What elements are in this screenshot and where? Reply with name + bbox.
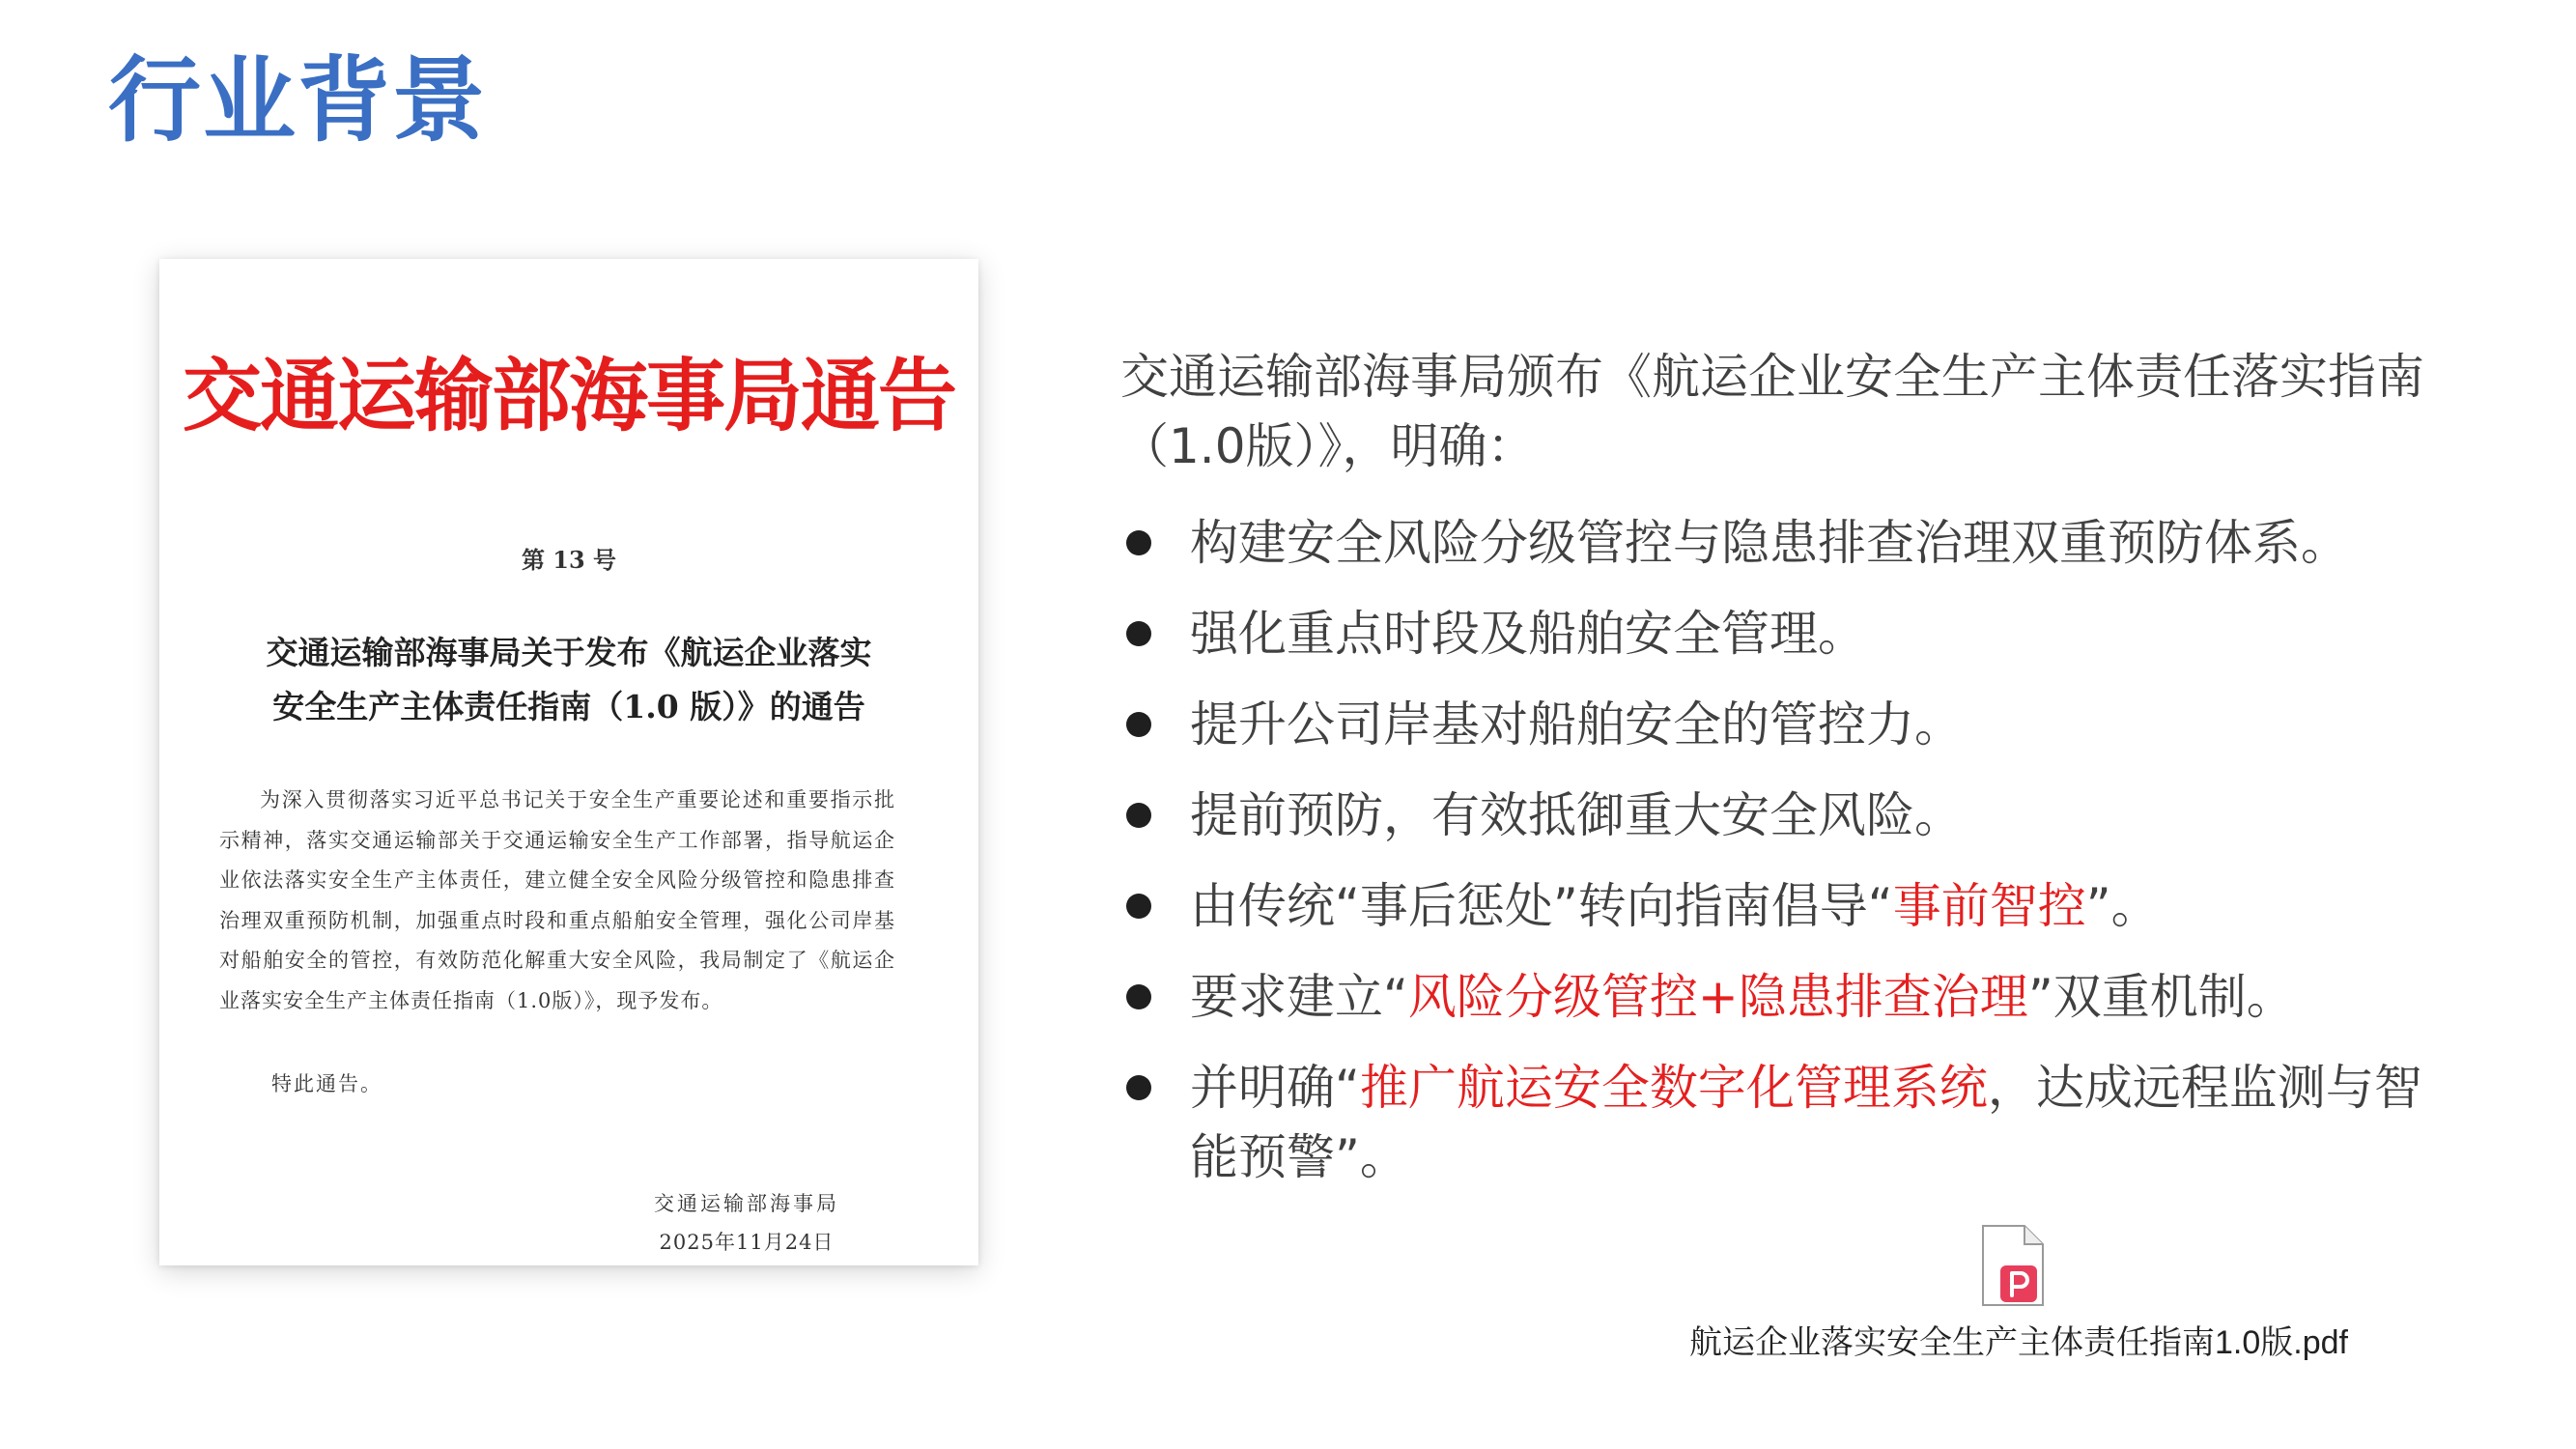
bullet-icon bbox=[1126, 1075, 1151, 1100]
slide-title: 行业背景 bbox=[108, 46, 487, 155]
list-item bbox=[1120, 962, 2453, 1032]
list-item bbox=[1120, 781, 2453, 850]
point-text: 由传统“事后惩处”转向指南倡导“ bbox=[1190, 878, 1893, 934]
bullet-icon bbox=[1126, 894, 1151, 919]
bullet-icon bbox=[1126, 530, 1151, 555]
point-text: 提升公司岸基对船舶安全的管控力。 bbox=[1190, 696, 1963, 753]
notice-subject bbox=[198, 626, 940, 734]
pdf-file-icon[interactable] bbox=[1980, 1223, 2046, 1308]
point-text: ”双重机制。 bbox=[2027, 969, 2295, 1025]
bullet-icon bbox=[1126, 803, 1151, 828]
point-text: 并明确“ bbox=[1190, 1060, 1360, 1116]
point-text: ，达成远程监测与智能预警”。 bbox=[1190, 1060, 2422, 1185]
list-item bbox=[1120, 690, 2453, 759]
point-text: 强化重点时段及船舶安全管理。 bbox=[1190, 606, 1866, 662]
point-text: ”。 bbox=[2085, 878, 2160, 934]
list-item bbox=[1120, 508, 2453, 578]
point-text: 提前预防，有效抵御重大安全风险。 bbox=[1190, 787, 1963, 843]
bullet-icon bbox=[1126, 712, 1151, 737]
key-points-list bbox=[1120, 508, 2453, 1213]
point-highlight: 事前智控 bbox=[1892, 878, 2086, 934]
notice-heading: 交通运输部海事局通告 bbox=[182, 350, 955, 442]
bullet-icon bbox=[1126, 621, 1151, 646]
notice-document-image bbox=[159, 259, 978, 1265]
notice-date: 2025年11月24日 bbox=[659, 1231, 835, 1254]
attachment-filename[interactable]: 航运企业落实安全生产主体责任指南1.0版.pdf bbox=[1689, 1324, 2348, 1361]
bullet-icon bbox=[1126, 984, 1151, 1009]
list-item bbox=[1120, 1053, 2453, 1192]
list-item bbox=[1120, 871, 2453, 941]
notice-number: 第 13 号 bbox=[521, 546, 617, 574]
notice-subject-line: 交通运输部海事局关于发布《航运企业落实 bbox=[266, 634, 872, 671]
point-highlight: 风险分级管控+隐患排查治理 bbox=[1407, 969, 2028, 1025]
list-item bbox=[1120, 599, 2453, 668]
point-text: 要求建立“ bbox=[1190, 969, 1408, 1025]
notice-closing: 特此通告。 bbox=[271, 1072, 382, 1095]
notice-issuer: 交通运输部海事局 bbox=[654, 1192, 839, 1215]
point-highlight: 推广航运安全数字化管理系统 bbox=[1359, 1060, 1988, 1116]
notice-body: 为深入贯彻落实习近平总书记关于安全生产重要论述和重要指示批示精神，落实交通运输部关于交通运输安全生产工作部署，指导航运企业依法落实安全生产主体责任，建立健全安全风险分级管控和隐患排查治理双重预防机制，加强重点时段和重点船舶安全管理，强化公司岸基对船舶安全的管控，有效防范化解重大安全风险，我局制定了《航运企业落实安全生产主体责任指南（1.0版）》，现予发布。 bbox=[219, 788, 895, 1012]
notice-subject-line: 安全生产主体责任指南（1.0 版）》的通告 bbox=[272, 688, 865, 725]
point-text: 构建安全风险分级管控与隐患排查治理双重预防体系。 bbox=[1190, 515, 2349, 571]
intro-text: 交通运输部海事局颁布《航运企业安全生产主体责任落实指南（1.0版）》，明确： bbox=[1120, 349, 2424, 474]
